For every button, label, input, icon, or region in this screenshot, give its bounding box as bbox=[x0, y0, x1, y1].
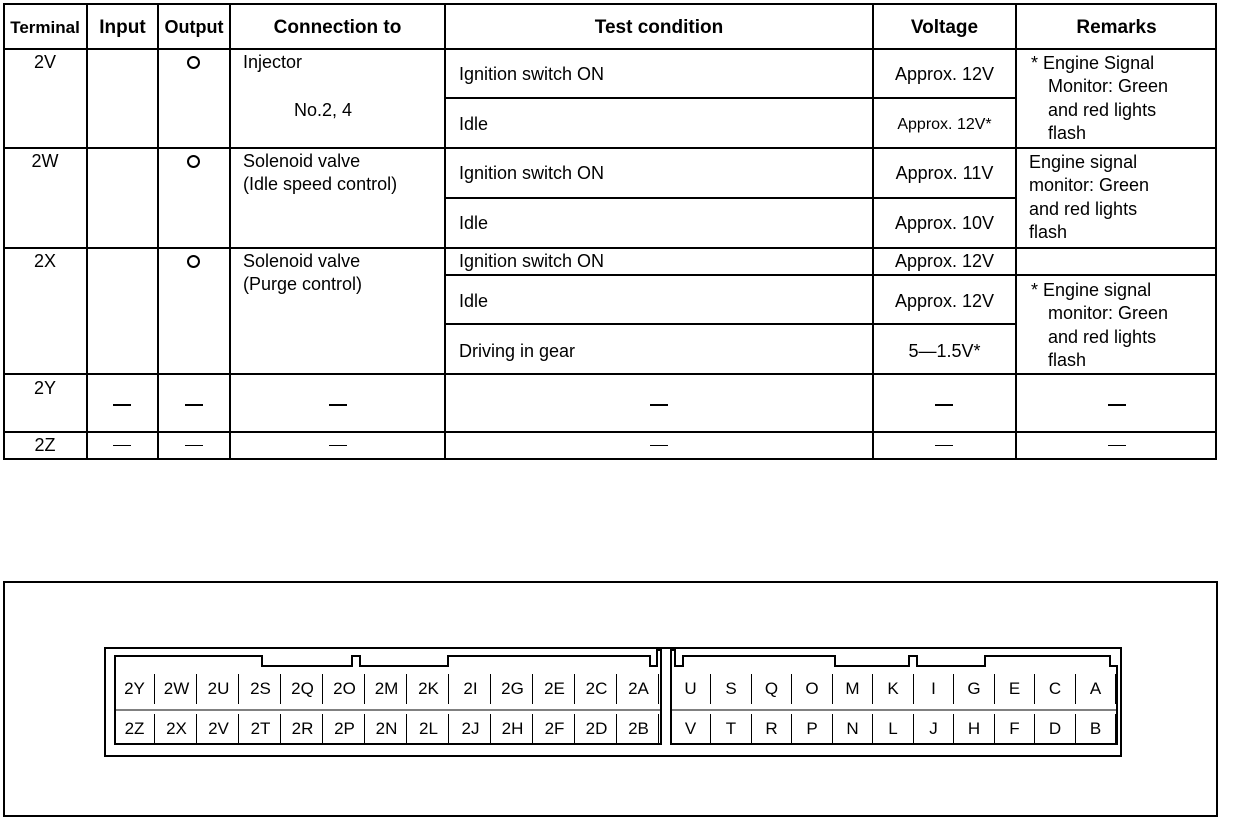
connector-pin: L bbox=[874, 714, 914, 744]
connector-pin: Q bbox=[752, 674, 792, 704]
connector-pin: 2J bbox=[451, 714, 491, 744]
connector-pin: 2Z bbox=[115, 714, 155, 744]
connector-pin: 2K bbox=[409, 674, 449, 704]
connector-pin: 2I bbox=[451, 674, 491, 704]
connector-pin: 2F bbox=[535, 714, 575, 744]
connector-pin: 2C bbox=[577, 674, 617, 704]
connector-pin: C bbox=[1036, 674, 1076, 704]
voltage: Approx. 12V bbox=[894, 64, 995, 84]
connector-pin: 2D bbox=[577, 714, 617, 744]
remarks-line: * Engine signal bbox=[1031, 280, 1152, 300]
test-condition: Ignition switch ON bbox=[459, 163, 605, 183]
remarks-line: monitor: Green bbox=[1029, 175, 1150, 195]
remarks-line: Engine signal bbox=[1029, 152, 1138, 172]
voltage: Approx. 10V bbox=[894, 213, 995, 233]
connector-pin: A bbox=[1076, 674, 1116, 704]
connector-pin: R bbox=[752, 714, 792, 744]
connector-pin: 2A bbox=[619, 674, 659, 704]
header-output: Output bbox=[164, 17, 224, 37]
connector-pin: M bbox=[833, 674, 873, 704]
remarks-line: flash bbox=[1048, 123, 1087, 143]
voltage: Approx. 12V bbox=[894, 291, 995, 311]
remarks-line: and red lights bbox=[1029, 199, 1138, 219]
connection-line-2: No.2, 4 bbox=[294, 100, 353, 120]
terminal-2y: 2Y bbox=[33, 378, 57, 398]
header-input: Input bbox=[99, 17, 146, 38]
header-remarks: Remarks bbox=[1076, 17, 1157, 38]
connector-pin: U bbox=[671, 674, 711, 704]
header-test-condition: Test condition bbox=[594, 17, 724, 38]
connector-pin: 2E bbox=[535, 674, 575, 704]
connector-pin: 2H bbox=[493, 714, 533, 744]
connection-line-2: (Idle speed control) bbox=[243, 174, 398, 194]
voltage: Approx. 12V bbox=[894, 251, 995, 271]
connector-pin: P bbox=[793, 714, 833, 744]
connector-pin: 2N bbox=[367, 714, 407, 744]
connection-line-2: (Purge control) bbox=[243, 274, 363, 294]
remarks-line: flash bbox=[1029, 222, 1068, 242]
remarks-line: Monitor: Green bbox=[1048, 76, 1169, 96]
remarks-line: and red lights bbox=[1048, 100, 1157, 120]
connector-pin: 2S bbox=[241, 674, 281, 704]
test-condition: Idle bbox=[459, 114, 489, 134]
voltage: Approx. 12V* bbox=[897, 116, 992, 133]
connection-line-1: Solenoid valve bbox=[243, 151, 361, 171]
connector-pin: I bbox=[914, 674, 954, 704]
test-condition: Idle bbox=[459, 291, 489, 311]
connector-pin: J bbox=[914, 714, 954, 744]
connector-pin: 2R bbox=[283, 714, 323, 744]
terminal-2z: 2Z bbox=[34, 435, 56, 455]
connector-pin: E bbox=[995, 674, 1035, 704]
connector-pin: F bbox=[995, 714, 1035, 744]
connector-pin: S bbox=[712, 674, 752, 704]
terminal-2w: 2W bbox=[31, 151, 59, 171]
connector-pin: 2Q bbox=[283, 674, 323, 704]
test-condition: Ignition switch ON bbox=[459, 64, 605, 84]
header-terminal: Terminal bbox=[10, 18, 80, 37]
connector-pin: 2M bbox=[367, 674, 407, 704]
connector-pin: 2V bbox=[199, 714, 239, 744]
connector-pin: 2O bbox=[325, 674, 365, 704]
connector-pin: 2G bbox=[493, 674, 533, 704]
test-condition: Driving in gear bbox=[459, 341, 576, 361]
connection-line-1: Injector bbox=[243, 52, 303, 72]
connector-pin: 2U bbox=[199, 674, 239, 704]
remarks-line: * Engine Signal bbox=[1031, 53, 1155, 73]
connector-pin: 2T bbox=[241, 714, 281, 744]
connector-pin: T bbox=[712, 714, 752, 744]
connector-pin: 2W bbox=[157, 674, 197, 704]
remarks-line: and red lights bbox=[1048, 327, 1157, 347]
connector-pin: K bbox=[874, 674, 914, 704]
connector-pin: G bbox=[955, 674, 995, 704]
remarks-line: monitor: Green bbox=[1048, 303, 1169, 323]
connector-pin: 2L bbox=[409, 714, 449, 744]
terminal-2x: 2X bbox=[33, 251, 57, 271]
connection-line-1: Solenoid valve bbox=[243, 251, 361, 271]
connector-pin: 2X bbox=[157, 714, 197, 744]
connector-pin: B bbox=[1076, 714, 1116, 744]
connector-pin: 2Y bbox=[115, 674, 155, 704]
header-connection: Connection to bbox=[273, 17, 402, 38]
voltage: Approx. 11V bbox=[895, 163, 994, 183]
remarks-line: flash bbox=[1048, 350, 1087, 370]
connector-pin: H bbox=[955, 714, 995, 744]
voltage: 5—1.5V* bbox=[908, 341, 981, 361]
test-condition: Idle bbox=[459, 213, 489, 233]
connector-pin: 2B bbox=[619, 714, 659, 744]
connector-pin: O bbox=[793, 674, 833, 704]
terminal-2v: 2V bbox=[33, 52, 57, 72]
header-voltage: Voltage bbox=[910, 17, 979, 38]
connector-pin: V bbox=[671, 714, 711, 744]
connector-pin: N bbox=[833, 714, 873, 744]
test-condition: Ignition switch ON bbox=[459, 251, 605, 271]
connector-pin: 2P bbox=[325, 714, 365, 744]
connector-pin: D bbox=[1036, 714, 1076, 744]
